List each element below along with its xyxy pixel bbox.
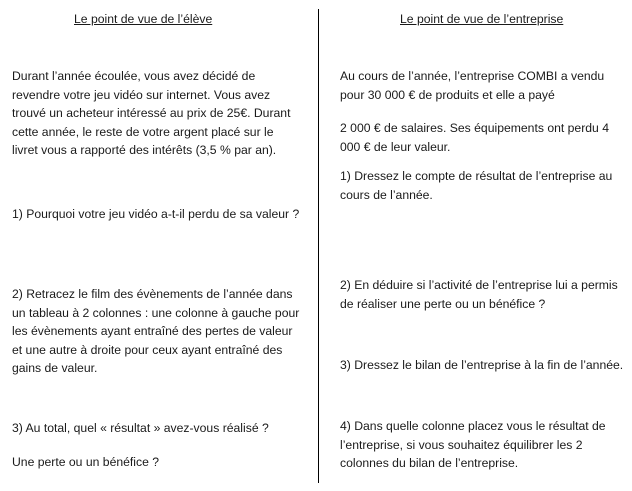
student-heading: Le point de vue de l’élève bbox=[74, 12, 213, 26]
company-question-2: 2) En déduire si l’activité de l’entreprise lui a permis de réaliser une perte ou un bénéfice ? bbox=[340, 278, 618, 311]
student-question-1: 1) Pourquoi votre jeu vidéo a-t-il perdu de sa valeur ? bbox=[12, 207, 300, 221]
company-question-1: 1) Dressez le compte de résultat de l’entreprise au cours de l’année. bbox=[340, 169, 613, 202]
student-question-2: 2) Retracez le film des évènements de l’année dans un tableau à 2 colonnes : une colonne à gauche pour les évènements ayant entraîné des pertes de valeur et une autre à droite pour ceux ayant entraîné des gains de valeur. bbox=[12, 287, 300, 375]
student-question-3-followup: Une perte ou un bénéfice ? bbox=[12, 455, 160, 469]
company-scenario-continued: 2 000 € de salaires. Ses équipements ont perdu 4 000 € de leur valeur. bbox=[340, 121, 609, 154]
student-scenario: Durant l’année écoulée, vous avez décidé de revendre votre jeu vidéo sur internet. Vous avez trouvé un acheteur intéressé au prix de 25€. Durant cette année, le reste de votre argent placé sur le livret vous a rapporté des intérêts (3,5 % par an). bbox=[12, 69, 291, 157]
student-question-3: 3) Au total, quel « résultat » avez-vous réalisé ? bbox=[12, 421, 269, 435]
column-divider bbox=[318, 9, 319, 483]
company-scenario: Au cours de l’année, l’entreprise COMBI a vendu pour 30 000 € de produits et elle a payé bbox=[340, 69, 605, 102]
company-question-4: 4) Dans quelle colonne placez vous le résultat de l’entreprise, si vous souhaitez équilibrer les 2 colonnes du bilan de l’entreprise. bbox=[340, 419, 606, 470]
company-question-3: 3) Dressez le bilan de l’entreprise à la fin de l’année. bbox=[340, 358, 624, 372]
company-heading: Le point de vue de l’entreprise bbox=[400, 12, 564, 26]
